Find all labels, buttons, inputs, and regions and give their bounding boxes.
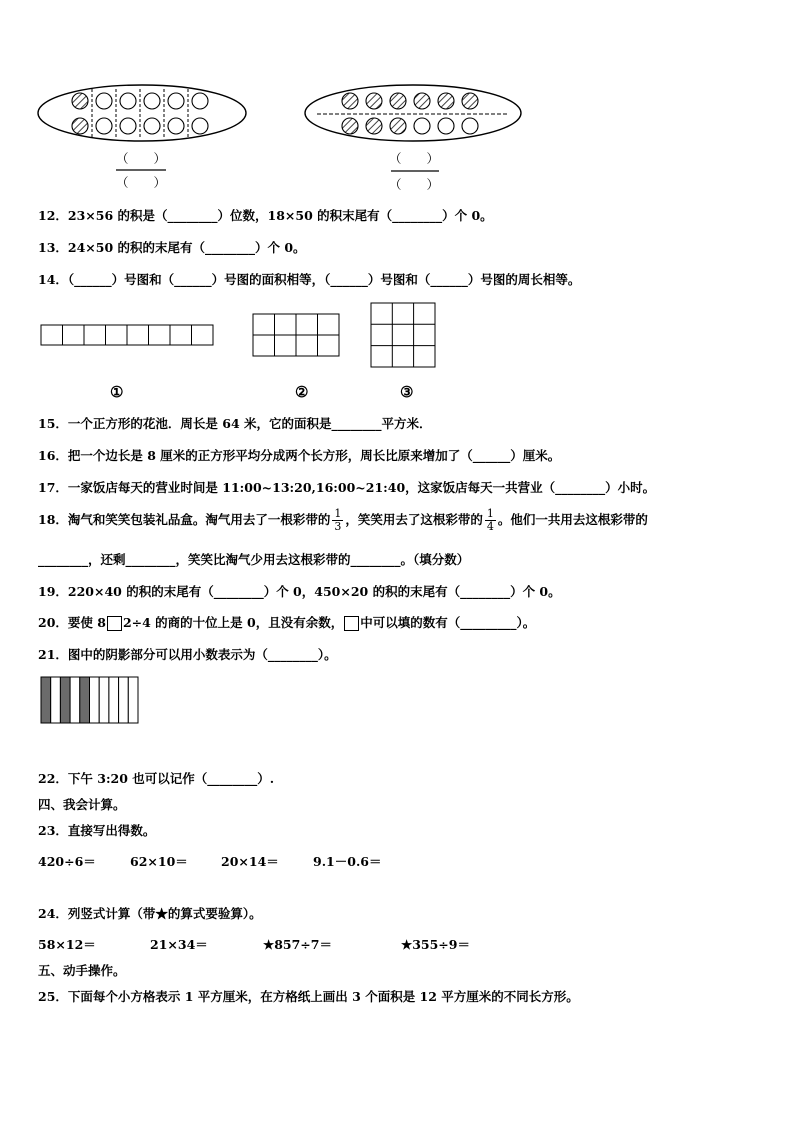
question-17: 17．一家饭店每天的营业时间是 11:00~13:20,16:00~21:40，这家饭店每天一共营业（________）小时。 bbox=[38, 480, 656, 495]
q14-figure-3 bbox=[370, 302, 437, 369]
q20-text-1: 20．要使 8 bbox=[38, 615, 106, 630]
question-21: 21．图中的阴影部分可以用小数表示为（________）。 bbox=[38, 647, 337, 662]
question-20 bbox=[38, 615, 535, 631]
q18-fraction-2: $\frac{1}{4}$ bbox=[486, 507, 494, 533]
q14-label-3: ③ bbox=[400, 383, 414, 401]
question-24: 24．列竖式计算（带★的算式要验算）。 bbox=[38, 906, 262, 921]
section-4-heading: 四、我会计算。 bbox=[38, 797, 126, 812]
question-12: 12．23×56 的积是（________）位数，18×50 的积末尾有（________）个 0。 bbox=[38, 208, 493, 223]
q14-figure-1 bbox=[40, 324, 215, 347]
q14-figure-2 bbox=[252, 313, 341, 358]
q20-text-2: 2÷4 的商的十位上是 0，且没有余数， bbox=[122, 615, 344, 630]
question-15: 15．一个正方形的花池．周长是 64 米，它的面积是________平方米． bbox=[38, 416, 432, 431]
q20-blank-box-1[interactable] bbox=[107, 616, 122, 631]
question-23: 23．直接写出得数。 bbox=[38, 823, 156, 838]
q18-text-1: 18．淘气和笑笑包装礼品盒。淘气用去了一根彩带的 bbox=[38, 512, 331, 527]
question-25: 25．下面每个小方格表示 1 平方厘米，在方格纸上画出 3 个面积是 12 平方厘米的不同长方形。 bbox=[38, 989, 579, 1004]
q11-left-denominator[interactable]: （ ） bbox=[116, 175, 167, 190]
q20-blank-box-2[interactable] bbox=[344, 616, 359, 631]
q24-item-4[interactable]: ★355÷9＝ bbox=[401, 937, 470, 952]
q11-left-numerator[interactable]: （ ） bbox=[116, 151, 167, 166]
q24-item-3[interactable]: ★857÷7＝ bbox=[263, 937, 332, 952]
question-22: 22．下午 3:20 也可以记作（________）. bbox=[38, 771, 275, 786]
question-14: 14．（______）号图和（______）号图的面积相等，（______）号图和（______）号图的周长相等。 bbox=[38, 272, 581, 287]
question-19: 19．220×40 的积的末尾有（________）个 0，450×20 的积的末尾有（________）个 0。 bbox=[38, 584, 561, 599]
q24-item-1[interactable]: 58×12＝ bbox=[38, 937, 96, 952]
q23-item-4[interactable]: 9.1－0.6＝ bbox=[313, 854, 382, 869]
question-16: 16．把一个边长是 8 厘米的正方形平均分成两个长方形，周长比原来增加了（______）厘米。 bbox=[38, 448, 561, 463]
section-5-heading: 五、动手操作。 bbox=[38, 963, 126, 978]
q18-text-2: ，笑笑用去了这根彩带的 bbox=[345, 512, 483, 527]
question-13: 13．24×50 的积的末尾有（________）个 0。 bbox=[38, 240, 306, 255]
question-18-line-2: ________，还剩________，笑笑比淘气少用去这根彩带的________。（填分数） bbox=[38, 552, 470, 567]
q18-fraction-1: $\frac{1}{3}$ bbox=[334, 507, 342, 533]
q23-item-2[interactable]: 62×10＝ bbox=[130, 854, 188, 869]
q23-item-3[interactable]: 20×14＝ bbox=[221, 854, 279, 869]
q11-right-numerator[interactable]: （ ） bbox=[389, 151, 440, 166]
q21-bar-figure bbox=[40, 676, 140, 724]
q20-text-3: 中可以填的数有（_________）。 bbox=[360, 615, 536, 630]
q23-item-1[interactable]: 420÷6＝ bbox=[38, 854, 96, 869]
q14-label-2: ② bbox=[295, 383, 309, 401]
question-18-line-1 bbox=[38, 508, 648, 533]
q18-text-3: 。他们一共用去这根彩带的 bbox=[497, 512, 648, 527]
q14-label-1: ① bbox=[110, 383, 124, 401]
q24-item-2[interactable]: 21×34＝ bbox=[150, 937, 208, 952]
q11-right-denominator[interactable]: （ ） bbox=[389, 177, 440, 192]
